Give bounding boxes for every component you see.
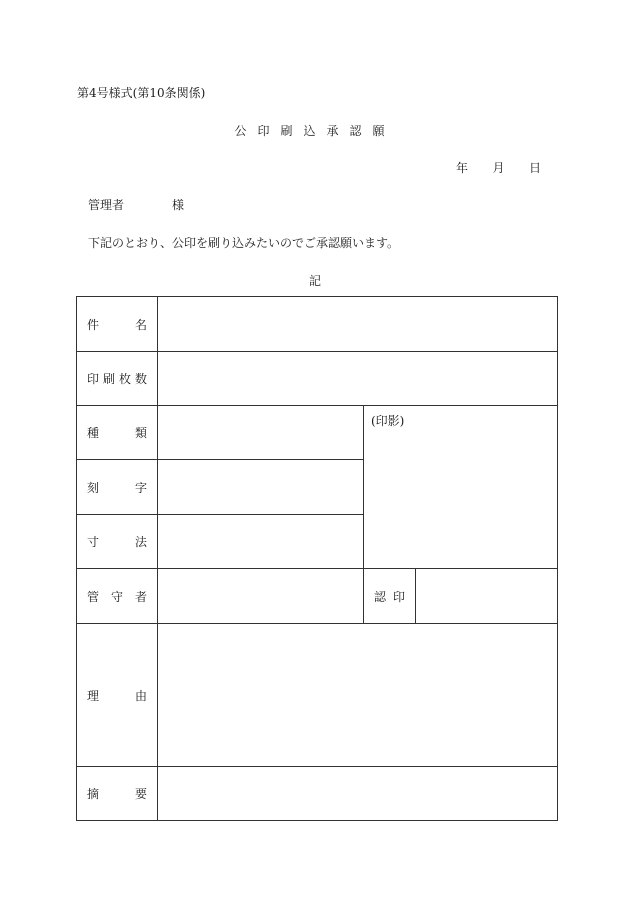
label-char: 要 — [134, 787, 147, 801]
field-size[interactable] — [158, 515, 364, 569]
label-approval-seal — [364, 569, 416, 624]
field-custodian[interactable] — [158, 569, 364, 624]
row-reason — [77, 624, 558, 767]
label-char: 枚 — [118, 372, 131, 386]
field-name[interactable] — [158, 297, 558, 352]
field-print-count[interactable] — [158, 352, 558, 406]
stamp-image-label: (印影) — [371, 414, 405, 428]
addressee-honorific: 様 — [172, 198, 185, 212]
label-print-count — [77, 352, 158, 406]
label-name — [77, 297, 158, 352]
label-char: 認 — [374, 589, 387, 604]
approval-form-table — [76, 296, 558, 821]
label-char: 印 — [87, 372, 100, 386]
label-inscription — [77, 460, 158, 515]
label-custodian — [77, 569, 158, 624]
label-char: 摘 — [87, 787, 100, 801]
field-reason[interactable] — [158, 624, 558, 767]
date-month-label: 月 — [492, 161, 505, 175]
field-type[interactable] — [158, 406, 364, 460]
row-summary — [77, 767, 558, 821]
row-type — [77, 406, 558, 460]
label-summary — [77, 767, 158, 821]
label-char: 者 — [134, 589, 147, 604]
field-inscription[interactable] — [158, 460, 364, 515]
field-summary[interactable] — [158, 767, 558, 821]
row-print-count — [77, 352, 558, 406]
ki-heading: 記 — [308, 274, 321, 288]
label-char: 数 — [134, 372, 147, 386]
label-char: 刻 — [87, 480, 100, 495]
label-char: 類 — [134, 426, 147, 440]
label-char: 法 — [134, 535, 147, 549]
stamp-image-area[interactable] — [364, 406, 558, 569]
intro-text: 下記のとおり、公印を刷り込みたいのでご承認願います。 — [88, 236, 400, 250]
label-char: 守 — [110, 589, 123, 604]
label-reason — [77, 624, 158, 767]
label-char: 件 — [87, 317, 100, 332]
label-char: 寸 — [87, 535, 100, 549]
label-char: 種 — [87, 426, 100, 440]
label-char: 刷 — [102, 372, 115, 386]
addressee-line — [88, 198, 184, 212]
label-char: 理 — [87, 688, 100, 703]
date-year-label: 年 — [456, 161, 469, 175]
row-custodian — [77, 569, 558, 624]
label-size — [77, 515, 158, 569]
field-approval-seal[interactable] — [416, 569, 558, 624]
label-char: 名 — [134, 317, 147, 332]
label-char: 管 — [87, 589, 100, 604]
label-type — [77, 406, 158, 460]
date-line — [456, 161, 541, 175]
row-name — [77, 297, 558, 352]
label-char: 由 — [134, 688, 147, 703]
form-number: 第4号様式(第10条関係) — [77, 86, 206, 100]
label-char: 字 — [134, 480, 147, 495]
document-title: 公印刷込承認願 — [234, 124, 396, 138]
addressee-role: 管理者 — [88, 198, 125, 212]
label-char: 印 — [392, 589, 405, 604]
date-day-label: 日 — [528, 161, 541, 175]
